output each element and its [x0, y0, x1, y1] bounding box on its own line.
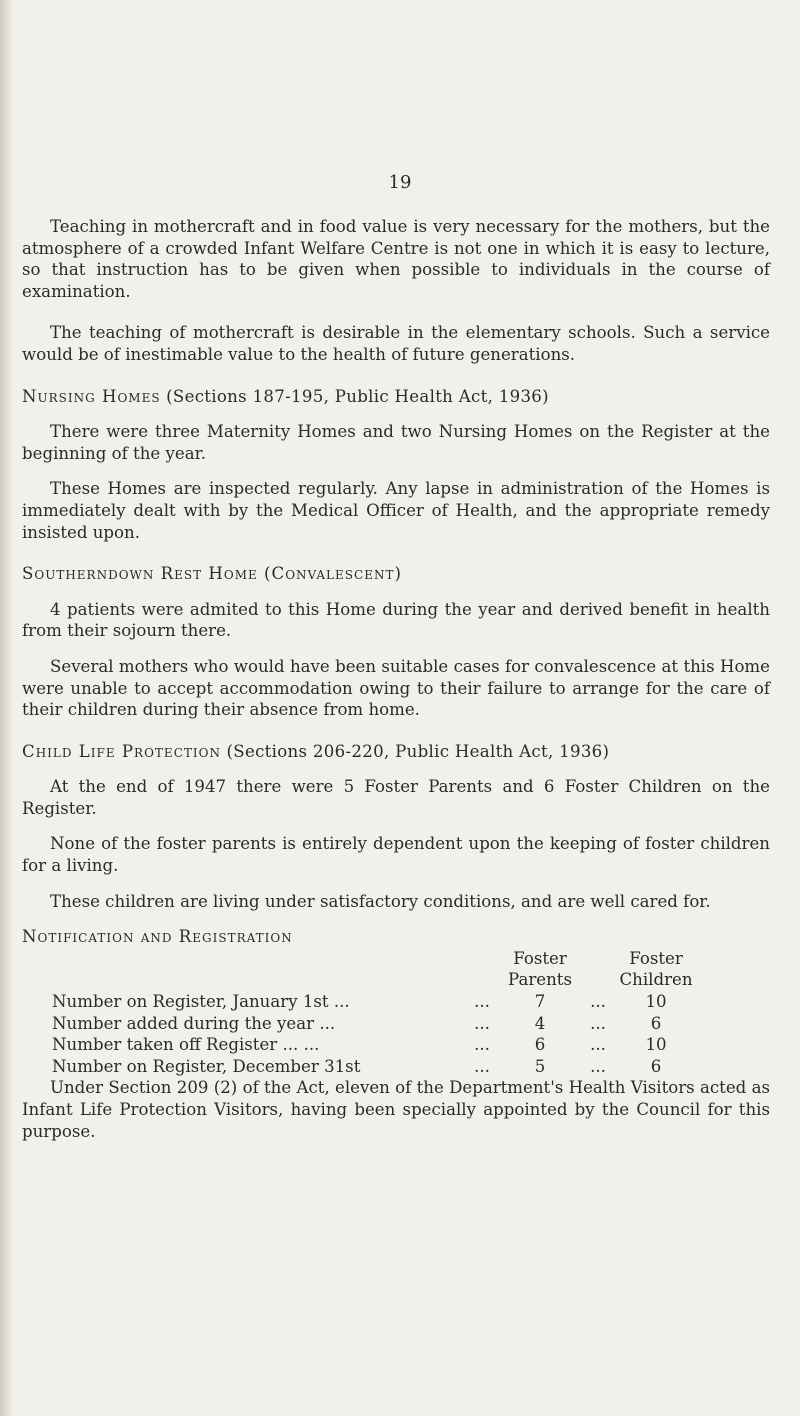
leader-dots: ... — [474, 992, 490, 1012]
nursing-homes-title: Nursing Homes — [22, 386, 161, 406]
nursing-homes-heading — [22, 386, 770, 408]
foster-count-paragraph: At the end of 1947 there were 5 Foster Parents and 6 Foster Children on the Register. — [22, 777, 770, 818]
row-label: Number taken off Register ... ... — [52, 1035, 320, 1055]
leader-dots: ... — [474, 1056, 490, 1076]
leader-dots: ... — [474, 1013, 490, 1033]
leader-dots: ... — [474, 1035, 490, 1055]
foster-dependency-paragraph: None of the foster parents is entirely dependent upon the keeping of foster children for a living. — [22, 834, 770, 876]
row-label: Number on Register, December 31st — [52, 1056, 361, 1076]
foster-parents-value: 6 — [534, 1035, 546, 1055]
leader-dots: ... — [590, 1035, 606, 1055]
page-binding-shadow — [0, 0, 14, 1416]
foster-children-value: 10 — [645, 1035, 667, 1055]
child-life-protection-heading — [22, 741, 770, 763]
foster-parents-value: 5 — [534, 1056, 546, 1076]
leader-dots: ... — [590, 992, 606, 1012]
column-header-foster-parents: Foster Parents — [508, 948, 572, 990]
health-visitors-paragraph: Under Section 209 (2) of the Act, eleven of the Department's Health Visitors acted as Infant Life Protection Visitors, having been specially appointed by the Council for this purpose. — [22, 1078, 770, 1141]
foster-children-value: 10 — [645, 992, 667, 1012]
southerndown-patients-paragraph: 4 patients were admited to this Home during the year and derived benefit in health from their sojourn there. — [22, 599, 770, 641]
child-life-protection-title: Child Life Protection — [22, 741, 221, 761]
foster-register-table — [52, 948, 694, 1078]
nursing-homes-inspection-paragraph: These Homes are inspected regularly. Any lapse in administration of the Homes is immediately dealt with by the Medical Officer of Health, and the appropriate remedy insisted upon. — [22, 479, 770, 542]
foster-children-value: 6 — [650, 1013, 662, 1033]
table-row — [52, 1034, 694, 1056]
foster-children-value: 6 — [650, 1056, 662, 1076]
page-number: 19 — [388, 172, 412, 193]
nursing-homes-register-paragraph: There were three Maternity Homes and two Nursing Homes on the Register at the beginning of the year. — [22, 422, 770, 463]
leader-dots: ... — [590, 1013, 606, 1033]
leader-dots: ... — [590, 1056, 606, 1076]
column-header-foster-children: Foster Children — [619, 948, 693, 990]
table-row — [52, 1013, 694, 1035]
row-label: Number added during the year ... — [52, 1013, 336, 1033]
table-row — [52, 1056, 694, 1078]
mothercraft-paragraph: Teaching in mothercraft and in food value is very necessary for the mothers, but the atmosphere of a crowded Infant Welfare Centre is not one in which it is easy to lecture, so that instruction has to be given when possible to individuals in the course of examination. — [22, 217, 770, 301]
foster-parents-value: 7 — [534, 992, 546, 1012]
page-body — [22, 216, 770, 1142]
southerndown-mothers-paragraph: Several mothers who would have been suitable cases for convalescence at this Home were unable to accept accommodation owing to their failure to arrange for the care of their children during their absence from home. — [22, 656, 770, 720]
foster-conditions-paragraph: These children are living under satisfactory conditions, and are well cared for. — [50, 891, 711, 911]
southerndown-heading: Southerndown Rest Home (Convalescent) — [22, 564, 402, 584]
table-header-row — [52, 948, 694, 991]
nursing-homes-reference: (Sections 187-195, Public Health Act, 1936) — [160, 386, 549, 406]
row-label: Number on Register, January 1st ... — [52, 992, 350, 1012]
child-life-protection-reference: (Sections 206-220, Public Health Act, 1936) — [220, 741, 610, 761]
notification-heading: Notification and Registration — [22, 927, 293, 947]
table-row — [52, 991, 694, 1013]
elementary-schools-paragraph: The teaching of mothercraft is desirable in the elementary schools. Such a service would be of inestimable value to the health of future generations. — [22, 323, 770, 364]
foster-parents-value: 4 — [534, 1013, 546, 1033]
